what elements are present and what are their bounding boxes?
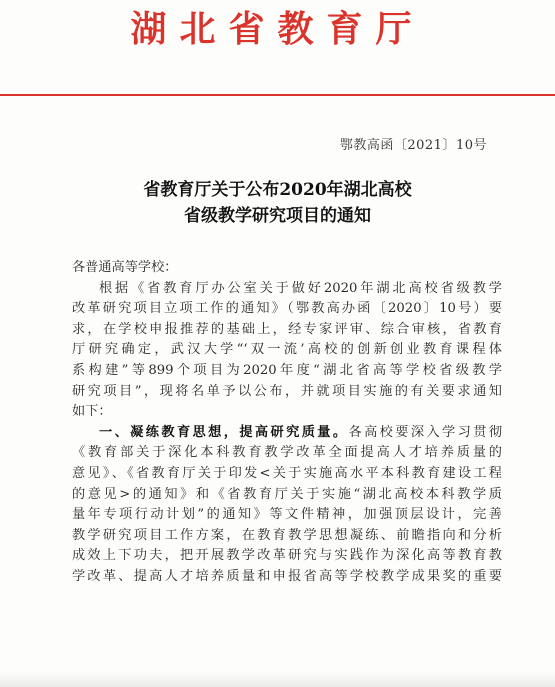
paragraph-line: 求，在学校申报推荐的基础上，经专家评审、综合审核，省教育 bbox=[72, 321, 502, 337]
paragraph-line: 意见》、《省教育厅关于印发<关于实施高水平本科教育建设工程 bbox=[72, 465, 502, 481]
letterhead: 湖北省教育厅 bbox=[130, 9, 425, 50]
title-line: 省教育厅关于公布2020年湖北高校 bbox=[143, 180, 412, 200]
paragraph-line: 厅研究确定，武汉大学“‘双一流’高校的创新创业教育课程体 bbox=[72, 342, 502, 358]
paragraph-line: 如下： bbox=[72, 404, 112, 420]
salutation: 各普通高等学校： bbox=[72, 260, 178, 275]
document-number: 鄂教高函〔2021〕10号 bbox=[339, 138, 487, 153]
title-line: 省级教学研究项目的通知 bbox=[184, 206, 371, 226]
section-heading-line bbox=[72, 423, 502, 444]
paragraph-line: 学改革、提高人才培养质量和申报省高等学校教学成果奖的重要 bbox=[72, 568, 502, 584]
paragraph-line: 《教育部关于深化本科教育教学改革全面提高人才培养质量的 bbox=[72, 445, 502, 461]
paragraph-line: 系构建”等899个项目为2020年度“湖北省高等学校省级教学 bbox=[72, 362, 502, 378]
letterhead-red-rule bbox=[0, 94, 555, 96]
paragraph-line: 的意见>的通知》和《省教育厅关于实施“湖北高校本科教学质 bbox=[72, 486, 502, 502]
document-title bbox=[0, 177, 555, 229]
paragraph-line: 成效上下功夫，把开展教学改革研究与实践作为深化高等教育教 bbox=[72, 548, 502, 564]
section-heading: 一、凝练教育思想，提高研究质量。 bbox=[99, 424, 349, 440]
paragraph-line: 教学研究项目工作方案，在教育教学思想凝练、前瞻指向和分析 bbox=[72, 527, 502, 543]
section-heading-continuation: 各高校要深入学习贯彻 bbox=[348, 424, 503, 440]
paragraph-line: 量年专项行动计划”的通知》等文件精神，加强顶层设计，完善 bbox=[72, 507, 502, 523]
page-edge-shadow bbox=[0, 673, 555, 687]
paragraph-line: 研究项目”，现将名单予以公布，并就项目实施的有关要求通知 bbox=[72, 383, 502, 399]
paragraph-line: 根据《省教育厅办公室关于做好2020年湖北高校省级教学 bbox=[99, 280, 502, 296]
document-body bbox=[72, 258, 502, 588]
paragraph-line: 改革研究项目立项工作的通知》（鄂教高办函〔2020〕10号）要 bbox=[72, 301, 502, 317]
